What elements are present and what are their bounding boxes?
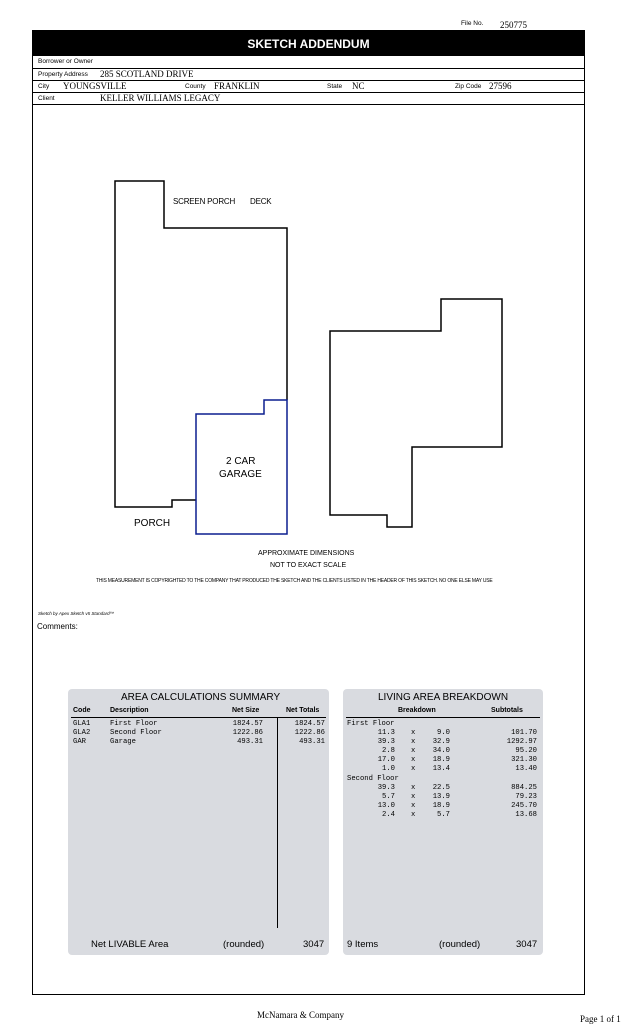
page-number: Page 1 of 1 xyxy=(580,1014,621,1024)
breakdown-times: x xyxy=(411,793,416,801)
col-code: Code xyxy=(73,707,91,714)
row-code: GAR xyxy=(73,738,86,746)
state-label: State xyxy=(327,83,343,90)
city-value: YOUNGSVILLE xyxy=(63,81,127,91)
client-label: Client xyxy=(38,95,55,102)
row-desc: Garage xyxy=(110,738,136,746)
col-breakdown: Breakdown xyxy=(398,707,436,714)
garage-outline xyxy=(196,400,287,534)
breakdown-times: x xyxy=(411,729,416,737)
porch-label: PORCH xyxy=(134,518,171,529)
breakdown-times: x xyxy=(411,765,416,773)
breakdown-dim-a: 13.0 xyxy=(377,802,395,810)
breakdown-dim-a: 39.3 xyxy=(377,738,395,746)
breakdown-dim-b: 34.0 xyxy=(432,747,450,755)
breakdown-subtotal: 101.70 xyxy=(511,729,537,737)
page-title: SKETCH ADDENDUM xyxy=(33,31,584,56)
row-total: 1222.86 xyxy=(294,729,325,737)
approx-dimensions: APPROXIMATE DIMENSIONS xyxy=(258,550,355,557)
deck-label: DECK xyxy=(250,197,272,206)
items-count: 9 Items xyxy=(347,939,379,950)
county-value: FRANKLIN xyxy=(214,81,260,91)
zip-label: Zip Code xyxy=(455,83,482,90)
breakdown-subtotal: 13.40 xyxy=(515,765,537,773)
property-label: Property Address xyxy=(38,71,88,78)
first-floor-outline xyxy=(115,181,287,507)
screen-porch-label: SCREEN PORCH xyxy=(173,197,236,206)
state-value: NC xyxy=(352,81,365,91)
breakdown-times: x xyxy=(411,738,416,746)
breakdown-dim-b: 9.0 xyxy=(437,729,450,737)
breakdown-subtotal: 95.20 xyxy=(515,747,537,755)
zip-value: 27596 xyxy=(489,81,512,91)
living-breakdown-panel xyxy=(343,689,543,955)
column-rule xyxy=(277,717,278,928)
garage-label-1: 2 CAR xyxy=(226,456,256,467)
breakdown-dim-a: 39.3 xyxy=(377,784,395,792)
client-value: KELLER WILLIAMS LEGACY xyxy=(100,93,221,103)
property-value: 285 SCOTLAND DRIVE xyxy=(100,69,194,79)
breakdown-times: x xyxy=(411,811,416,819)
comments-label: Comments: xyxy=(37,622,78,631)
row-code: GLA1 xyxy=(73,720,91,728)
breakdown-dim-b: 32.9 xyxy=(432,738,450,746)
row-desc: Second Floor xyxy=(110,729,162,737)
col-net-size: Net Size xyxy=(232,707,260,714)
header-rule xyxy=(346,717,540,718)
breakdown-times: x xyxy=(411,747,416,755)
area-summary-title: AREA CALCULATIONS SUMMARY xyxy=(121,692,281,703)
breakdown-total: 3047 xyxy=(516,939,538,950)
garage-label-2: GARAGE xyxy=(219,469,262,480)
breakdown-dim-b: 13.9 xyxy=(432,793,450,801)
breakdown-dim-a: 5.7 xyxy=(382,793,395,801)
row-desc: First Floor xyxy=(110,720,158,728)
not-to-scale: NOT TO EXACT SCALE xyxy=(270,562,347,569)
city-label: City xyxy=(38,83,50,90)
breakdown-dim-b: 13.4 xyxy=(432,765,450,773)
breakdown-dim-b: 18.9 xyxy=(432,802,450,810)
second-floor-outline xyxy=(330,299,502,527)
row-size: 493.31 xyxy=(237,738,263,746)
breakdown-subtotal: 884.25 xyxy=(511,784,537,792)
col-description: Description xyxy=(110,707,149,714)
row-size: 1824.57 xyxy=(232,720,263,728)
breakdown-rounded: (rounded) xyxy=(439,939,481,950)
breakdown-dim-a: 2.4 xyxy=(382,811,395,819)
header-rule xyxy=(71,717,326,718)
file-no-value: 250775 xyxy=(500,20,527,30)
breakdown-subtotal: 13.68 xyxy=(515,811,537,819)
breakdown-times: x xyxy=(411,784,416,792)
net-livable-value: 3047 xyxy=(303,939,325,950)
company-footer: McNamara & Company xyxy=(257,1010,344,1020)
col-net-totals: Net Totals xyxy=(286,707,320,714)
col-subtotals: Subtotals xyxy=(491,707,523,714)
breakdown-times: x xyxy=(411,802,416,810)
breakdown-dim-b: 5.7 xyxy=(437,811,450,819)
breakdown-subtotal: 79.23 xyxy=(515,793,537,801)
row-code: GLA2 xyxy=(73,729,91,737)
living-breakdown-title: LIVING AREA BREAKDOWN xyxy=(378,692,509,703)
second-floor-label: Second Floor xyxy=(347,775,399,783)
county-label: County xyxy=(185,83,206,90)
breakdown-dim-a: 2.8 xyxy=(382,747,395,755)
breakdown-dim-b: 22.5 xyxy=(432,784,450,792)
breakdown-dim-a: 11.3 xyxy=(377,729,395,737)
net-livable-label: Net LIVABLE Area xyxy=(91,939,169,950)
file-no-label: File No. xyxy=(461,20,484,27)
first-floor-label: First Floor xyxy=(347,720,395,728)
breakdown-subtotal: 321.30 xyxy=(511,756,537,764)
breakdown-dim-b: 18.9 xyxy=(432,756,450,764)
breakdown-subtotal: 245.70 xyxy=(511,802,537,810)
breakdown-times: x xyxy=(411,756,416,764)
breakdown-subtotal: 1292.97 xyxy=(506,738,537,746)
row-total: 493.31 xyxy=(299,738,325,746)
breakdown-dim-a: 17.0 xyxy=(377,756,395,764)
software-note: Sketch by Apex Sketch v5 Standard™ xyxy=(38,611,115,616)
row-total: 1824.57 xyxy=(294,720,325,728)
breakdown-dim-a: 1.0 xyxy=(382,765,395,773)
copyright-note: THIS MEASUREMENT IS COPYRIGHTED TO THE COMPANY THAT PRODUCED THE SKETCH AND THE CLIENTS LISTED IN THE HEADER OF THIS SKETCH. NO ONE ELSE MAY USE xyxy=(96,578,493,584)
borrower-label: Borrower or Owner xyxy=(38,58,93,65)
net-livable-rounded: (rounded) xyxy=(223,939,265,950)
area-summary-panel xyxy=(68,689,329,955)
row-size: 1222.86 xyxy=(232,729,263,737)
